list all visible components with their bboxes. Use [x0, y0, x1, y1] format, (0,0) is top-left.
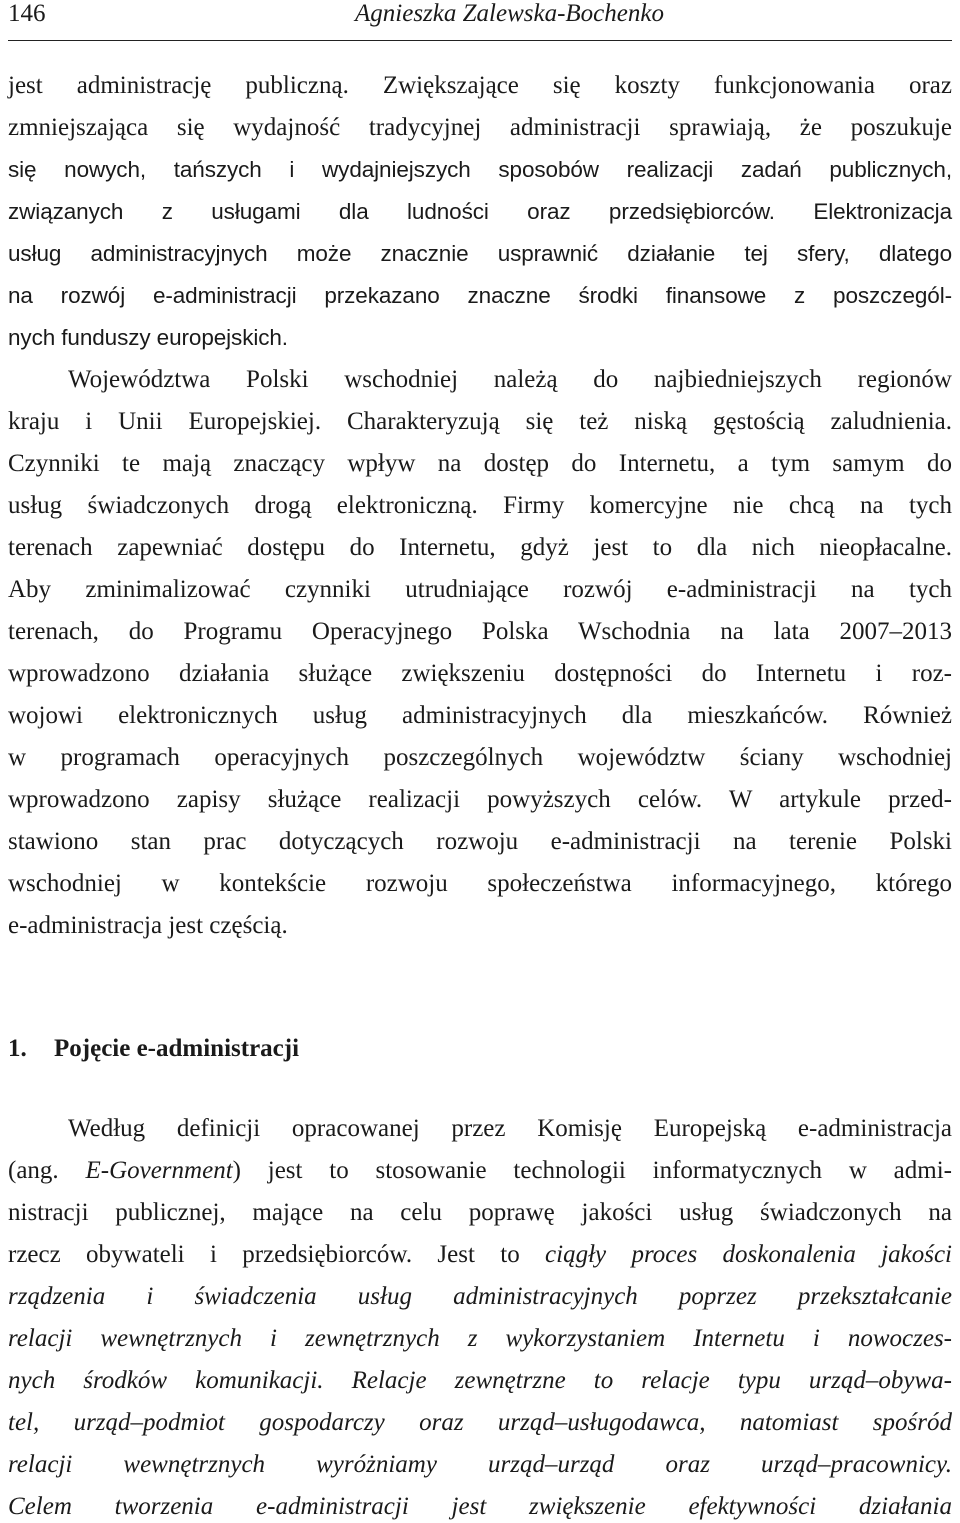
- body-line: relacji wewnętrznych i zewnętrznych z wykorzystaniem Internetu i nowoczes-: [8, 1325, 952, 1352]
- body-line: rządzenia i świadczenia usług administracyjnych poprzez przekształcanie: [8, 1283, 952, 1310]
- body-line: usług świadczonych drogą elektroniczną. Firmy komercyjne nie chcą na tych: [8, 492, 952, 519]
- body-line: terenach zapewniać dostępu do Internetu, gdyż jest to dla nich nieopłacalne.: [8, 534, 952, 561]
- body-line: e-administracja jest częścią.: [8, 912, 288, 939]
- body-line: się nowych, tańszych i wydajniejszych sposobów realizacji zadań publicznych,: [8, 157, 952, 182]
- body-line: usług administracyjnych może znacznie usprawnić działanie tej sfery, dlatego: [8, 241, 952, 266]
- body-line: wschodniej w kontekście rozwoju społeczeństwa informacyjnego, którego: [8, 870, 952, 897]
- body-line: wprowadzono działania służące zwiększeniu dostępności do Internetu i roz-: [8, 660, 952, 687]
- body-line: Według definicji opracowanej przez Komisję Europejską e-administracja: [68, 1115, 952, 1142]
- body-line: zmniejszająca się wydajność tradycyjnej administracji sprawiają, że poszukuje: [8, 114, 952, 141]
- page-number: 146: [8, 0, 46, 27]
- body-line: terenach, do Programu Operacyjnego Polska Wschodnia na lata 2007–2013: [8, 618, 952, 645]
- body-line: stawiono stan prac dotyczących rozwoju e-administracji na terenie Polski: [8, 828, 952, 855]
- body-line: nych funduszy europejskich.: [8, 325, 288, 350]
- body-line: Czynniki te mają znaczący wpływ na dostęp do Internetu, a tym samym do: [8, 450, 952, 477]
- section-heading: [8, 1034, 299, 1064]
- section-number: 1.: [8, 1035, 27, 1062]
- body-line: (ang. E-Government) jest to stosowanie technologii informatycznych w admi-: [8, 1157, 952, 1184]
- body-line: na rozwój e-administracji przekazano znaczne środki finansowe z poszczegól-: [8, 283, 952, 308]
- body-line: nych środków komunikacji. Relacje zewnętrzne to relacje typu urząd–obywa-: [8, 1367, 952, 1394]
- body-line: wprowadzono zapisy służące realizacji powyższych celów. W artykule przed-: [8, 786, 952, 813]
- body-line: Województwa Polski wschodniej należą do najbiedniejszych regionów: [68, 366, 952, 393]
- running-head-author: Agnieszka Zalewska-Bochenko: [355, 0, 664, 27]
- body-line: wojowi elektronicznych usług administracyjnych dla mieszkańców. Również: [8, 702, 952, 729]
- body-line: relacji wewnętrznych wyróżniamy urząd–urząd oraz urząd–pracownicy.: [8, 1451, 952, 1478]
- body-line: tel, urząd–podmiot gospodarczy oraz urząd–usługodawca, natomiast spośród: [8, 1409, 952, 1436]
- running-header: [8, 0, 952, 41]
- body-line: rzecz obywateli i przedsiębiorców. Jest to ciągły proces doskonalenia jakości: [8, 1241, 952, 1268]
- body-line: związanych z usługami dla ludności oraz przedsiębiorców. Elektronizacja: [8, 199, 952, 224]
- body-line: Aby zminimalizować czynniki utrudniające rozwój e-administracji na tych: [8, 576, 952, 603]
- body-line: kraju i Unii Europejskiej. Charakteryzują się też niską gęstością zaludnienia.: [8, 408, 952, 435]
- body-line: w programach operacyjnych poszczególnych województw ściany wschodniej: [8, 744, 952, 771]
- body-line: nistracji publicznej, mające na celu poprawę jakości usług świadczonych na: [8, 1199, 952, 1226]
- section-title: Pojęcie e-administracji: [54, 1035, 300, 1062]
- body-line: jest administrację publiczną. Zwiększające się koszty funkcjonowania oraz: [8, 72, 952, 99]
- body-line: Celem tworzenia e-administracji jest zwiększenie efektywności działania: [8, 1493, 952, 1520]
